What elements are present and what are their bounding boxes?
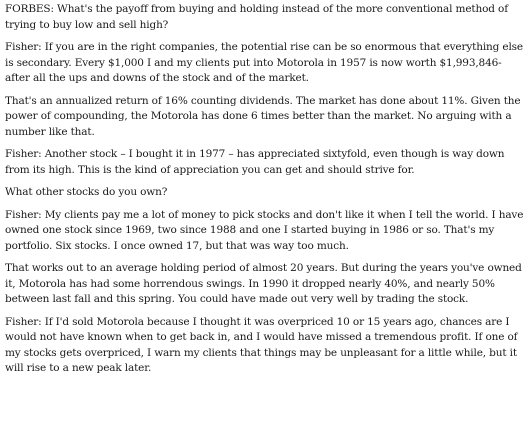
- paragraph-answer-overpriced: Fisher: If I'd sold Motorola because I thought it was overpriced 10 or 15 years ago, chances are I would not have known when to get back in, and I would have missed a tremendous profit. If one of my stocks gets overpriced, I warn my clients that things may be unpleasant for a little while, but it will rise to a new peak later.: [5, 315, 518, 374]
- paragraph-answer-right-companies: Fisher: If you are in the right companies, the potential rise can be so enormous that everything else is secondary. Every $1,000 I and my clients put into Motorola in 1957 is now worth $1,993,846-after all the ups and downs of the stock and of the market.: [5, 41, 523, 84]
- paragraph-question-other-stocks: What other stocks do you own?: [5, 186, 168, 198]
- paragraph-answer-another-stock: Fisher: Another stock – I bought it in 1977 – has appreciated sixtyfold, even though is way down from its high. This is the kind of appreciation you can get and should strive for.: [5, 148, 505, 176]
- paragraph-question-payoff: FORBES: What's the payoff from buying and holding instead of the more conventional method of trying to buy low and sell high?: [5, 3, 508, 31]
- paragraph-answer-portfolio: Fisher: My clients pay me a lot of money to pick stocks and don't like it when I tell the world. I have owned one stock since 1969, two since 1988 and one I started buying in 1986 or so. That's my portfolio. Six stocks. I once owned 17, but that was way too much.: [5, 208, 524, 252]
- paragraph-holding-period: That works out to an average holding period of almost 20 years. But during the years you've owned it, Motorola has had some horrendous swings. In 1990 it dropped nearly 40%, and nearly 50% between last fall and this spring. You could have made out very well by trading the stock.: [5, 262, 522, 305]
- paragraph-annualized-return: That's an annualized return of 16% counting dividends. The market has done about 11%. Given the power of compounding, the Motorola has done 6 times better than the market. No arguing with a number like that.: [5, 94, 521, 138]
